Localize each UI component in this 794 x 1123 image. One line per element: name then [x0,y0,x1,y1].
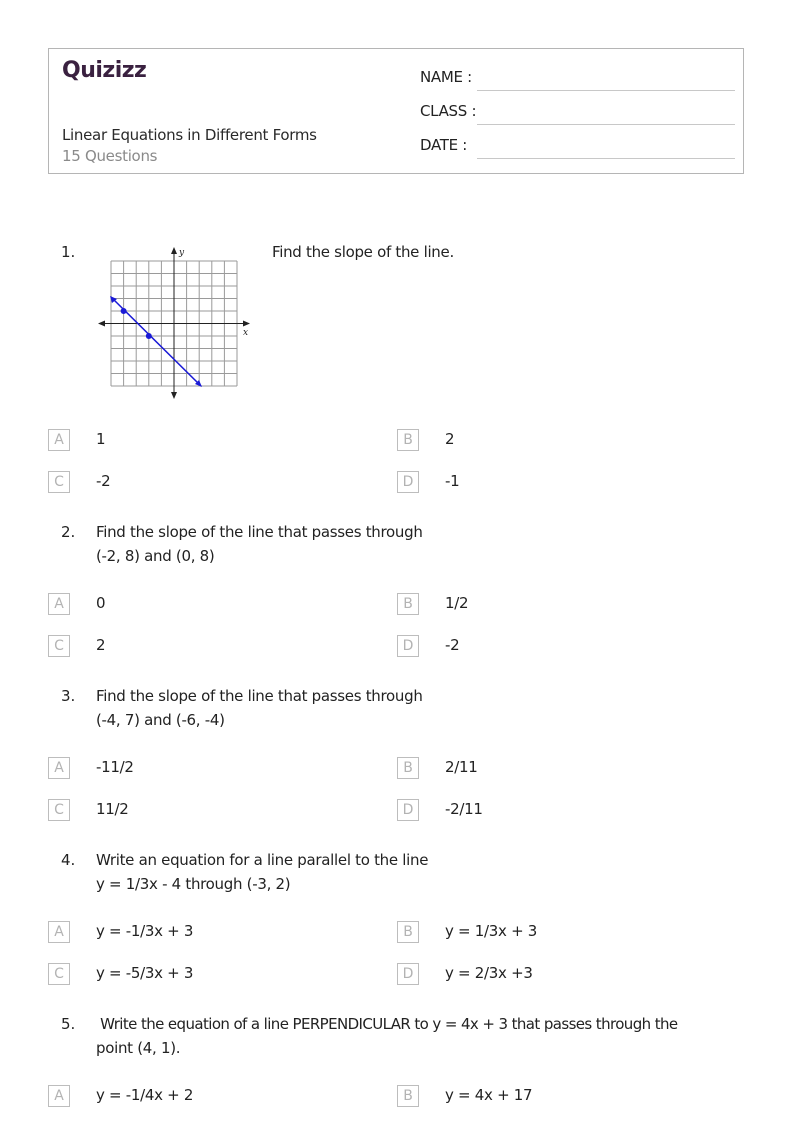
option-letter: A [48,1085,70,1107]
option-value: 2 [445,430,455,448]
name-label: NAME : [420,68,472,86]
name-field[interactable] [420,68,735,92]
class-field[interactable] [420,102,735,126]
option-letter: C [48,963,70,985]
option-letter: A [48,429,70,451]
option-value: 1 [96,430,106,448]
option-value: y = 1/3x + 3 [445,922,538,940]
option-letter: C [48,799,70,821]
worksheet-title: Linear Equations in Different Forms [62,126,317,144]
question-text-line1: Find the slope of the line that passes through [96,523,423,541]
option-value: 0 [96,594,106,612]
question-number: 1. [61,243,76,261]
option-letter: B [397,921,419,943]
question-text: Find the slope of the line. [272,243,454,261]
question-number: 4. [61,851,76,869]
option-letter: B [397,429,419,451]
date-field[interactable] [420,136,735,160]
option-value: y = -1/3x + 3 [96,922,194,940]
option-letter: A [48,921,70,943]
question-number: 5. [61,1015,76,1033]
option-value: -11/2 [96,758,134,776]
option-letter: C [48,635,70,657]
option-value: 2 [96,636,106,654]
option-letter: B [397,1085,419,1107]
class-line[interactable] [477,124,735,125]
question-number: 2. [61,523,76,541]
quizizz-logo: Quizizz [62,58,147,83]
date-label: DATE : [420,136,468,154]
question-text-line1: Write an equation for a line parallel to the line [96,851,429,869]
option-value: y = 4x + 17 [445,1086,533,1104]
coordinate-graph [95,244,255,408]
option-value: y = -1/4x + 2 [96,1086,194,1104]
option-value: 11/2 [96,800,129,818]
option-letter: A [48,757,70,779]
question-text-line1: Write the equation of a line PERPENDICULAR to y = 4x + 3 that passes through the [96,1015,678,1033]
date-line[interactable] [477,158,735,159]
option-letter: D [397,471,419,493]
option-value: y = -5/3x + 3 [96,964,194,982]
question-number: 3. [61,687,76,705]
option-letter: C [48,471,70,493]
question-text-line2: point (4, 1). [96,1039,181,1057]
option-value: y = 2/3x +3 [445,964,533,982]
option-letter: D [397,799,419,821]
option-letter: D [397,963,419,985]
option-value: -2 [445,636,460,654]
question-text-line2: (-4, 7) and (-6, -4) [96,711,225,729]
class-label: CLASS : [420,102,477,120]
option-value: 2/11 [445,758,478,776]
option-value: 1/2 [445,594,469,612]
option-value: -2/11 [445,800,483,818]
svg-text:x: x [243,328,249,338]
option-letter: D [397,635,419,657]
question-count: 15 Questions [62,147,158,165]
question-text-line2: y = 1/3x - 4 through (-3, 2) [96,875,291,893]
svg-text:y: y [179,248,185,258]
name-line[interactable] [477,90,735,91]
option-letter: A [48,593,70,615]
option-letter: B [397,757,419,779]
question-text-line1: Find the slope of the line that passes through [96,687,423,705]
worksheet-header [48,48,744,174]
option-letter: B [397,593,419,615]
option-value: -2 [96,472,111,490]
option-value: -1 [445,472,460,490]
question-text-line2: (-2, 8) and (0, 8) [96,547,215,565]
